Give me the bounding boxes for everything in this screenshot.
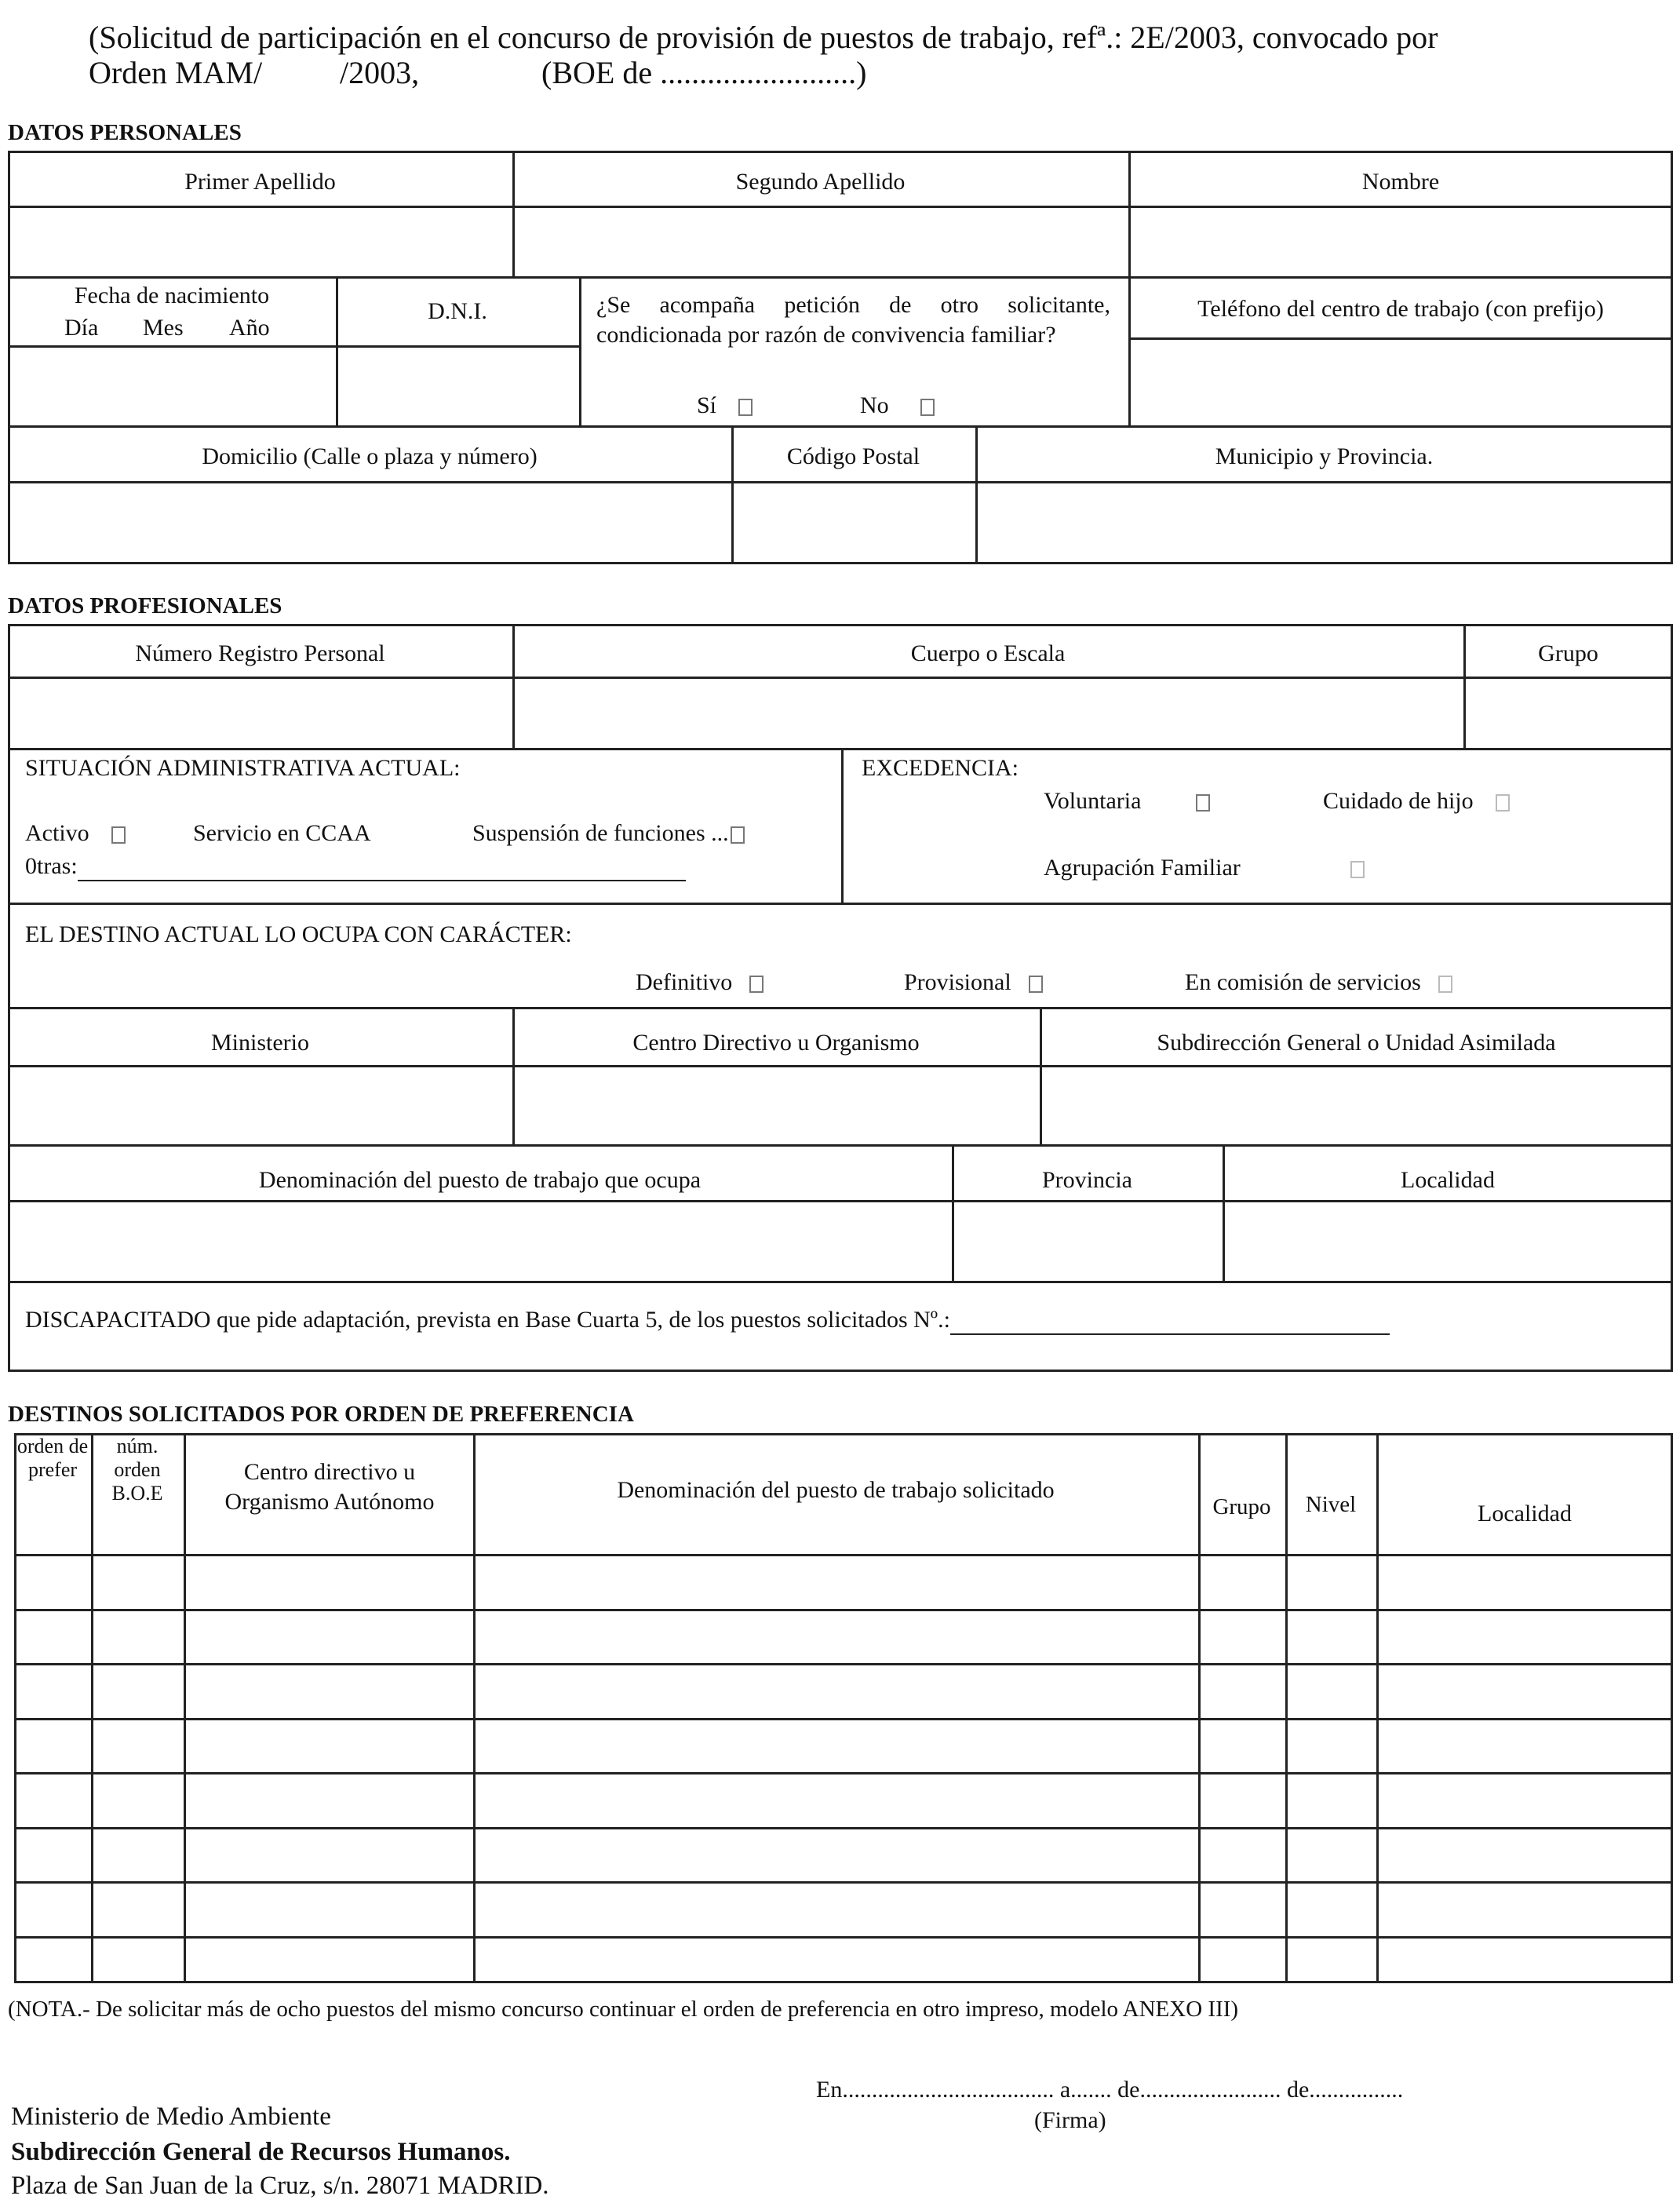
option-provisional-label: Provisional [904, 969, 1011, 995]
input-primer-apellido[interactable] [10, 208, 512, 275]
option-servicio-ccaa-label: Servicio en CCAA [193, 820, 371, 846]
option-definitivo-label: Definitivo [636, 969, 733, 995]
input-otras[interactable] [78, 858, 686, 881]
option-agrupacion[interactable] [1044, 853, 1365, 883]
option-activo[interactable] [25, 819, 126, 848]
option-suspension[interactable] [472, 819, 745, 848]
col-num-boe: núm. orden B.O.E [111, 1435, 163, 1505]
lugar-fecha[interactable]: En.................................... a....... de........................ de................ [816, 2077, 1404, 2103]
label-denominacion: Denominación del puesto de trabajo que ocupa [258, 1167, 702, 1193]
option-definitivo[interactable] [636, 968, 763, 998]
checkbox-definitivo[interactable] [749, 976, 763, 993]
input-telefono[interactable] [1131, 340, 1671, 424]
label-domicilio: Domicilio (Calle o plaza y número) [202, 443, 538, 469]
input-denominacion[interactable] [10, 1202, 952, 1279]
label-grupo: Grupo [1538, 640, 1598, 666]
label-ministerio: Ministerio [211, 1030, 309, 1056]
checkbox-no[interactable] [920, 399, 935, 416]
option-comision-label: En comisión de servicios [1185, 969, 1421, 995]
label-destino-caracter: EL DESTINO ACTUAL LO OCUPA CON CARÁCTER: [25, 921, 572, 947]
option-comision[interactable] [1185, 968, 1452, 998]
col-orden: orden de prefer [16, 1435, 89, 1481]
label-otras: 0tras: [25, 853, 78, 879]
label-mes: Mes [143, 315, 184, 341]
checkbox-voluntaria[interactable] [1196, 794, 1210, 812]
input-ministerio[interactable] [10, 1067, 512, 1143]
label-telefono: Teléfono del centro de trabajo (con prefijo) [1197, 296, 1604, 322]
input-centro-directivo[interactable] [515, 1067, 1040, 1143]
field-discapacitado [25, 1305, 1390, 1335]
input-nombre[interactable] [1131, 208, 1671, 275]
label-localidad: Localidad [1401, 1167, 1495, 1193]
col-denominacion: Denominación del puesto de trabajo solicitado [617, 1477, 1055, 1503]
label-discapacitado: DISCAPACITADO que pide adaptación, prevista en Base Cuarta 5, de los puestos solicitados Nº.: [25, 1307, 950, 1333]
label-nrp: Número Registro Personal [135, 640, 385, 666]
footer-subdireccion: Subdirección General de Recursos Humanos. [11, 2138, 511, 2166]
label-subdireccion: Subdirección General o Unidad Asimilada [1157, 1030, 1556, 1056]
label-cuerpo: Cuerpo o Escala [910, 640, 1066, 666]
label-situacion: SITUACIÓN ADMINISTRATIVA ACTUAL: [25, 755, 461, 781]
firma: (Firma) [1034, 2107, 1106, 2133]
option-si[interactable] [697, 391, 753, 421]
option-activo-label: Activo [25, 820, 89, 846]
label-dni: D.N.I. [428, 298, 487, 324]
option-si-label: Sí [697, 392, 717, 418]
checkbox-provisional[interactable] [1029, 976, 1043, 993]
checkbox-agrupacion[interactable] [1350, 861, 1365, 878]
option-no[interactable] [860, 391, 935, 421]
option-cuidado-hijo[interactable] [1323, 786, 1510, 816]
col-localidad: Localidad [1478, 1501, 1572, 1526]
destinos-rows[interactable] [16, 1556, 1671, 1981]
label-ano: Año [229, 315, 270, 341]
input-grupo[interactable] [1466, 679, 1671, 746]
label-municipio: Municipio y Provincia. [1215, 443, 1434, 469]
footer-ministerio: Ministerio de Medio Ambiente [11, 2103, 331, 2131]
input-fecha-nacimiento[interactable] [10, 348, 334, 424]
section-title-profesional: DATOS PROFESIONALES [8, 593, 282, 618]
input-nrp[interactable] [10, 679, 512, 746]
label-acompana: ¿Se acompaña petición de otro solicitante, condicionada por razón de convivencia familiar? [596, 292, 1110, 348]
col-grupo: Grupo [1212, 1494, 1271, 1519]
footer-direccion: Plaza de San Juan de la Cruz, s/n. 28071 MADRID. [11, 2172, 549, 2200]
checkbox-activo[interactable] [111, 826, 126, 844]
option-provisional[interactable] [904, 968, 1043, 998]
option-agrupacion-label: Agrupación Familiar [1044, 855, 1241, 881]
label-centro-directivo: Centro Directivo u Organismo [632, 1030, 920, 1056]
option-servicio-ccaa[interactable] [193, 819, 393, 848]
label-primer-apellido: Primer Apellido [184, 169, 336, 195]
checkbox-suspension[interactable] [731, 826, 745, 844]
checkbox-servicio-ccaa[interactable] [379, 826, 393, 844]
input-provincia[interactable] [954, 1202, 1223, 1279]
checkbox-si[interactable] [738, 399, 753, 416]
input-subdireccion[interactable] [1042, 1067, 1671, 1143]
option-voluntaria-label: Voluntaria [1044, 788, 1142, 814]
header-orden: Orden MAM/ [89, 55, 263, 90]
input-dni[interactable] [338, 348, 578, 424]
input-codigo-postal[interactable] [734, 483, 974, 562]
header-year: /2003, [340, 55, 420, 90]
col-centro: Centro directivo u Organismo Autónomo [224, 1459, 435, 1515]
label-nombre: Nombre [1361, 169, 1440, 195]
header-boe: (BOE de .........................) [541, 55, 867, 90]
label-codigo-postal: Código Postal [786, 443, 920, 469]
label-provincia: Provincia [1042, 1167, 1132, 1193]
input-municipio[interactable] [978, 483, 1671, 562]
option-suspension-label: Suspensión de funciones ... [472, 820, 729, 846]
section-title-personal: DATOS PERSONALES [8, 120, 242, 145]
input-discapacitado[interactable] [950, 1311, 1390, 1335]
input-segundo-apellido[interactable] [515, 208, 1128, 275]
label-fecha-nacimiento: Fecha de nacimiento [74, 283, 270, 308]
input-localidad[interactable] [1225, 1202, 1671, 1279]
label-excedencia: EXCEDENCIA: [862, 755, 1019, 781]
header-line-1: (Solicitud de participación en el concurso de provisión de puestos de trabajo, refª.: 2E/2003, convocado por [89, 20, 1438, 55]
section-title-destinos: DESTINOS SOLICITADOS POR ORDEN DE PREFERENCIA [8, 1402, 634, 1427]
checkbox-comision[interactable] [1438, 976, 1452, 993]
option-cuidado-hijo-label: Cuidado de hijo [1323, 788, 1474, 814]
label-dia: Día [64, 315, 99, 341]
field-otras [25, 852, 686, 881]
option-voluntaria[interactable] [1044, 786, 1210, 816]
option-no-label: No [860, 392, 889, 418]
nota: (NOTA.- De solicitar más de ocho puestos del mismo concurso continuar el orden de preferencia en otro impreso, modelo ANEXO III) [8, 1997, 1239, 2022]
checkbox-cuidado-hijo[interactable] [1496, 794, 1510, 812]
col-nivel: Nivel [1305, 1492, 1357, 1517]
label-segundo-apellido: Segundo Apellido [735, 169, 906, 195]
input-cuerpo[interactable] [515, 679, 1463, 746]
input-domicilio[interactable] [10, 483, 730, 562]
